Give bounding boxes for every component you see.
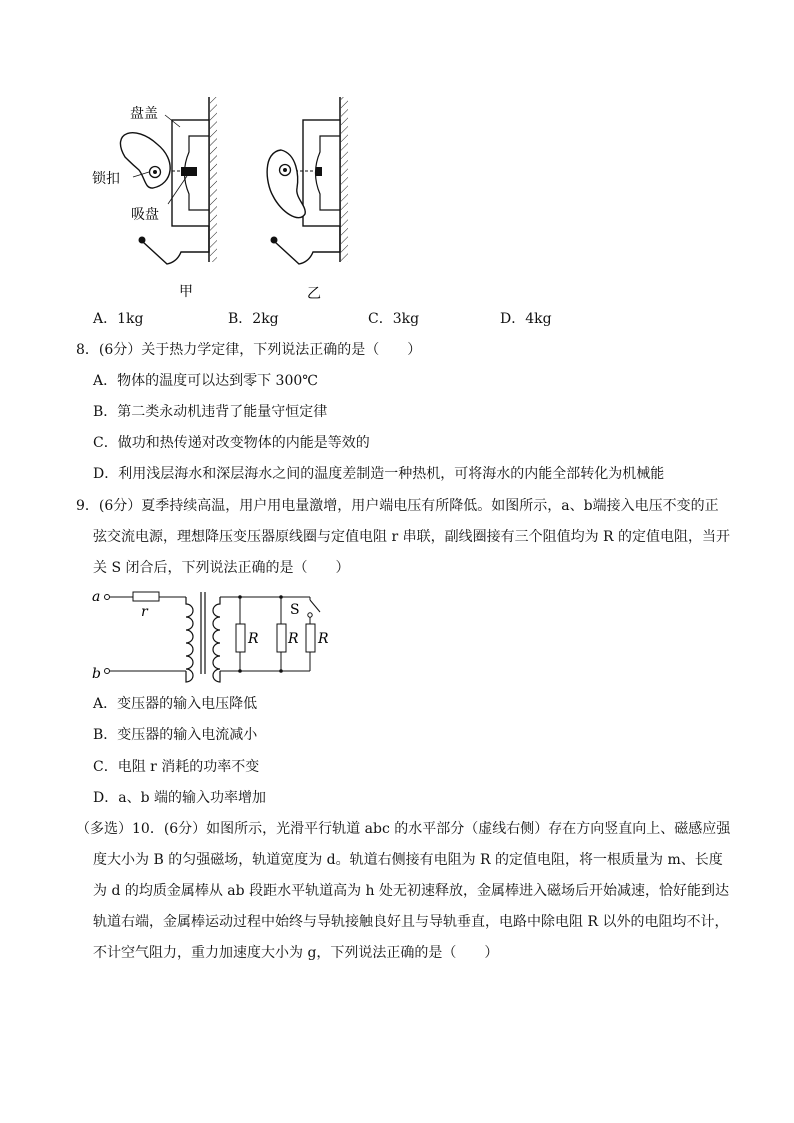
q9-option-a: A．变压器的输入电压降低: [93, 696, 258, 712]
q9-stem-line2: 弦交流电源，理想降压变压器原线圈与定值电阻 r 串联，副线圈接有三个阻值均为 R 的定值电阻，当开: [93, 529, 731, 545]
q7-option-a: A．1kg: [93, 311, 144, 327]
label-suction-cup: 吸盘: [131, 207, 159, 223]
q7-option-b: B．2kg: [228, 311, 279, 327]
q10-stem-line4: 轨道右端，金属棒运动过程中始终与导轨接触良好且与导轨垂直，电路中除电阻 R 以外的电阻均不计，: [93, 914, 729, 930]
load-resistor-1: [236, 624, 245, 652]
wall-a: [210, 97, 217, 262]
hook-a: [143, 226, 209, 264]
primary-coil: [186, 597, 193, 682]
resistor-r-label: r: [141, 604, 148, 620]
q9-stem-line1: 9．(6分）夏季持续高温，用户用电量激增，用户端电压有所降低。如图所示，a、b端接入电压不变的正: [76, 498, 719, 514]
q8-stem: 8．(6分）关于热力学定律，下列说法正确的是（ ）: [76, 342, 422, 358]
load-resistor-1-label: R: [248, 631, 259, 647]
q7-option-c: C．3kg: [368, 311, 420, 327]
q8-option-c: C．做功和热传递对改变物体的内能是等效的: [93, 435, 370, 451]
suction-hook-figure: [85, 92, 365, 302]
switch-s-label: S: [290, 602, 300, 618]
q10-stem-line5: 不计空气阻力，重力加速度大小为 g，下列说法正确的是（ ）: [93, 945, 499, 961]
wall-b: [341, 97, 348, 262]
hook-b: [275, 226, 340, 264]
suction-cup-b: [316, 167, 322, 176]
q7-option-d: D．4kg: [500, 311, 552, 327]
terminal-b-label: b: [92, 666, 101, 682]
q8-option-b: B．第二类永动机违背了能量守恒定律: [93, 404, 328, 420]
caption-yi: 乙: [307, 286, 321, 302]
transformer-circuit: [88, 586, 348, 686]
q10-stem-line1: （多选）10．(6分）如图所示，光滑平行轨道 abc 的水平部分（虚线右侧）存在方向竖直向上、磁感应强: [76, 821, 731, 837]
terminal-a-label: a: [92, 589, 101, 605]
q9-option-d: D．a、b 端的输入功率增加: [93, 790, 266, 806]
suction-cup-a: [181, 167, 197, 176]
resistor-r: [133, 592, 159, 601]
q8-option-a: A．物体的温度可以达到零下 300℃: [93, 373, 318, 389]
load-resistor-3-label: R: [318, 631, 329, 647]
q9-option-c: C．电阻 r 消耗的功率不变: [93, 759, 260, 775]
q9-option-b: B．变压器的输入电流减小: [93, 727, 258, 743]
caption-jia: 甲: [179, 284, 193, 300]
q10-stem-line2: 度大小为 B 的匀强磁场，轨道宽度为 d。轨道右侧接有电阻为 R 的定值电阻，将一根质量为 m、长度: [93, 852, 723, 868]
switch-s: [310, 600, 320, 612]
load-resistor-2-label: R: [288, 631, 299, 647]
q8-option-d: D．利用浅层海水和深层海水之间的温度差制造一种热机，可将海水的内能全部转化为机械能: [93, 466, 665, 482]
q10-stem-line3: 为 d 的均质金属棒从 ab 段距水平轨道高为 h 处无初速释放，金属棒进入磁场后开始减速，恰好能到达: [93, 883, 729, 899]
load-resistor-3: [306, 624, 315, 652]
q9-stem-line3: 关 S 闭合后，下列说法正确的是（ ）: [93, 560, 350, 576]
load-resistor-2: [277, 624, 286, 652]
lock-buckle-b: [267, 150, 305, 218]
lock-buckle-a: [120, 133, 170, 188]
label-disc-cover: 盘盖: [130, 106, 158, 122]
secondary-coil: [213, 597, 220, 682]
label-lock-buckle: 锁扣: [92, 171, 120, 187]
